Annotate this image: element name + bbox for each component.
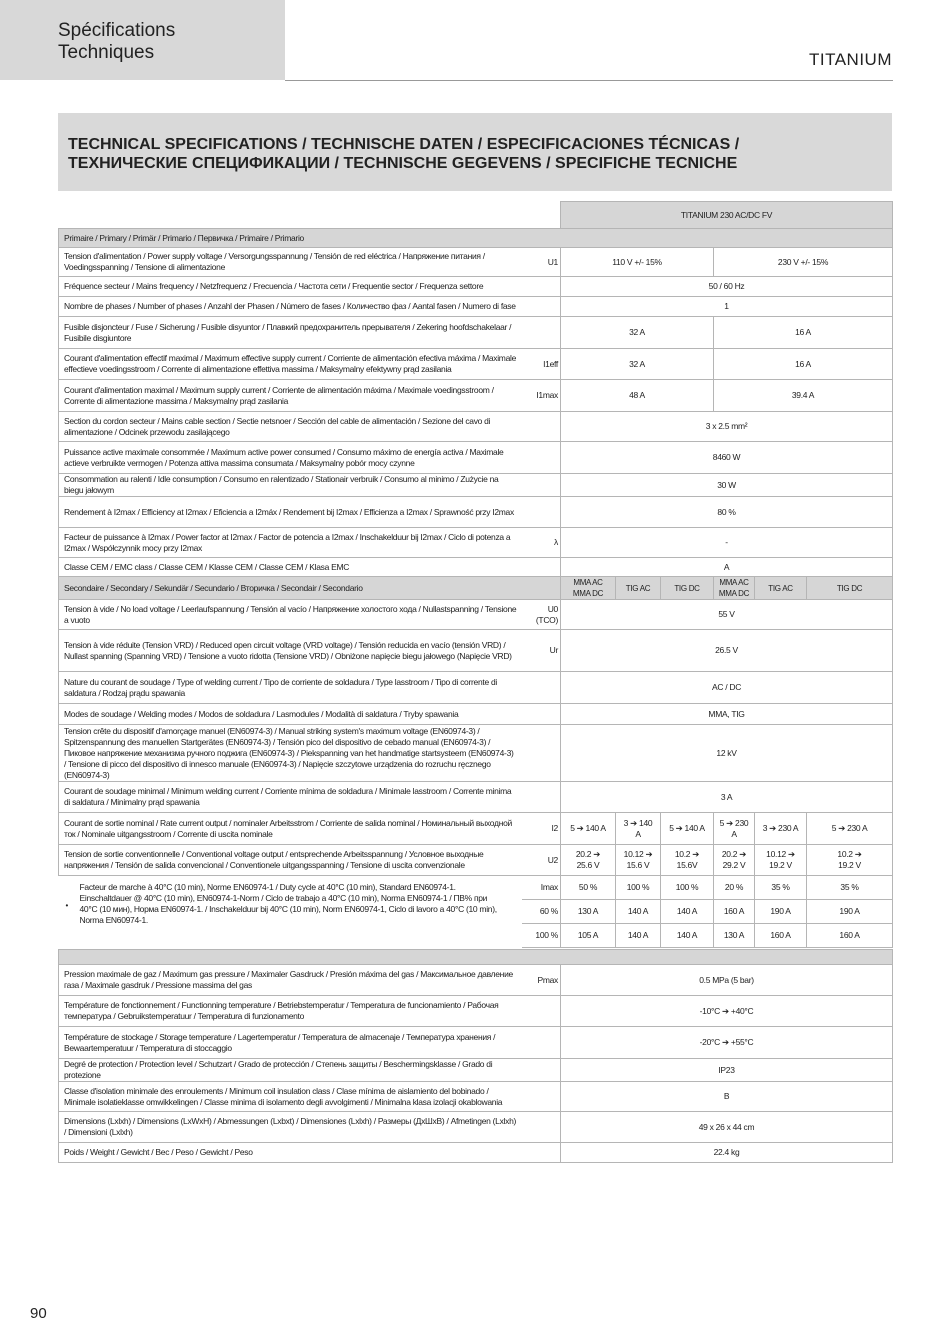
section-title-line2: Techniques [58, 42, 155, 63]
spec-label: Section du cordon secteur / Mains cable section / Sectie netsnoer / Sección del cable de alimentación / Sezione del cavo di alimentazione / Odcinek przewodu zasilającego [59, 412, 522, 442]
duty-cycle-value: 160 A [755, 924, 807, 948]
spec-label: Température de fonctionnement / Functionning temperature / Betriebstemperatur / Temperatura de funcionamiento / Рабочая температура / Gebruikstemperatuur / Temperatura di funzionamento [59, 996, 522, 1027]
page-number: 90 [30, 1305, 47, 1322]
spec-value-110v: 32 A [561, 317, 714, 349]
table-row [59, 1143, 893, 1163]
process-value: 5 ➔ 140 A [561, 813, 616, 845]
spec-symbol: I2 [522, 813, 561, 845]
table-row [59, 672, 893, 704]
spec-value: 80 % [561, 497, 893, 528]
spec-value-110v: 48 A [561, 380, 714, 412]
process-header: TIG DC [661, 577, 714, 600]
spec-value-110v: 110 V +/- 15% [561, 248, 714, 277]
spec-symbol [522, 725, 561, 782]
spec-label: Modes de soudage / Welding modes / Modos de soldadura / Lasmodules / Modalità di saldatura / Tryby spawania [59, 704, 522, 725]
spec-symbol: Ur [522, 630, 561, 672]
spec-label: Tension de sortie conventionnelle / Conventional voltage output / entsprechende Arbeitsspannung / Условное выходные напряжения / Tensión de salida convencional / Conventionele uitgangsspanning / Tensione di uscita convenzionale [59, 845, 522, 876]
duty-cycle-note-text: Facteur de marche à 40°C (10 min), Norme EN60974-1 / Duty cycle at 40°C (10 min), Standard EN60974-1. Einschaltdauer @ 40°C (10 min), EN60974-1-Norm / Ciclo de trabajo a 40°C (10 min), Norma EN60974-1 / ПВ% при 40°C (10 мин), Норма EN60974-1. / Inschakelduur bij 40°C (10 min), Norm EN60974-1, Ciclo di lavoro a 40°C (10 min), Norma EN60974-1. [79, 882, 497, 925]
process-value: 10.2 ➔ 19.2 V [807, 845, 893, 876]
spec-value: 0.5 MPa (5 bar) [561, 965, 893, 996]
spec-symbol [522, 412, 561, 442]
table-row [59, 630, 893, 672]
spec-label: Fusible disjoncteur / Fuse / Sicherung / Fusible disyuntor / Плавкий предохранитель прерывателя / Zekering hoofdschakelaar / Fusibile disgiuntore [59, 317, 522, 349]
spec-symbol [522, 672, 561, 704]
table-row [59, 277, 893, 297]
duty-cycle-note [59, 876, 522, 948]
duty-cycle-value: 50 % [561, 876, 616, 900]
spec-label: Consommation au ralenti / Idle consumption / Consumo en ralentizado / Stationair verbruik / Consumo al minimo / Zużycie na biegu jałowym [59, 474, 522, 497]
spec-value: 12 kV [561, 725, 893, 782]
product-model: TITANIUM [808, 50, 892, 69]
duty-cycle-value: 160 A [807, 924, 893, 948]
spec-label: Poids / Weight / Gewicht / Bec / Peso / Gewicht / Peso [59, 1143, 522, 1163]
table-row [59, 317, 893, 349]
process-value: 20.2 ➔ 25.6 V [561, 845, 616, 876]
duty-cycle-label: 60 % [522, 900, 561, 924]
table-row [59, 1082, 893, 1112]
spec-value: 8460 W [561, 442, 893, 474]
general-section-band [59, 950, 893, 965]
duty-cycle-value: 100 % [661, 876, 714, 900]
duty-cycle-value: 160 A [714, 900, 755, 924]
spec-symbol [522, 442, 561, 474]
duty-cycle-value: 100 % [616, 876, 661, 900]
spec-symbol [522, 497, 561, 528]
process-value: 5 ➔ 230 A [714, 813, 755, 845]
spec-symbol: I1max [522, 380, 561, 412]
table-row [59, 412, 893, 442]
spec-label: Courant d'alimentation effectif maximal / Maximum effective supply current / Corriente de alimentación efectiva máxima / Maximale effectieve voedingsstroom / Corrente di alimentazione effettiva massima / Maksymalny efektywny prąd zasilania [59, 349, 522, 380]
spec-label: Degré de protection / Protection level / Schutzart / Grado de protección / Степень защиты / Beschermingsklasse / Grado di protezione [59, 1059, 522, 1082]
spec-label: Tension à vide réduite (Tension VRD) / Reduced open circuit voltage (VRD voltage) / Tensión reducida en vacío (tensión VRD) / Nullast spanning (Spanning VRD) / Tensione a vuoto ridotta (Tensione VRD) / Obniżone napięcie biegu jałowego (Napięcie VRD) [59, 630, 522, 672]
duty-cycle-value: 190 A [755, 900, 807, 924]
spec-label: Pression maximale de gaz / Maximum gas pressure / Maximaler Gasdruck / Presión máxima del gas / Максимальное давление газа / Maximale gasdruk / Pressione massima del gas [59, 965, 522, 996]
duty-cycle-value: 190 A [807, 900, 893, 924]
spec-value: 22.4 kg [561, 1143, 893, 1163]
duty-cycle-value: 105 A [561, 924, 616, 948]
process-value: 10.12 ➔ 15.6 V [616, 845, 661, 876]
table-row [59, 1112, 893, 1143]
spec-value-110v: 32 A [561, 349, 714, 380]
duty-cycle-note-content [64, 882, 517, 926]
table-row [59, 229, 893, 248]
specifications-table-general [58, 949, 893, 1163]
section-title [58, 20, 175, 64]
spec-symbol: I1eff [522, 349, 561, 380]
spec-symbol [522, 317, 561, 349]
duty-cycle-value: 140 A [616, 900, 661, 924]
process-value: 3 ➔ 140 A [616, 813, 661, 845]
model-header: TITANIUM 230 AC/DC FV [561, 202, 893, 229]
spec-symbol: λ [522, 528, 561, 558]
table-row [59, 725, 893, 782]
secondary-section-header: Secondaire / Secondary / Sekundär / Secundario / Вторичка / Secondair / Secondario [59, 577, 561, 600]
spec-value-230v: 230 V +/- 15% [714, 248, 893, 277]
spec-symbol [522, 558, 561, 577]
spec-label: Nature du courant de soudage / Type of welding current / Tipo de corriente de soldadura / Type lasstroom / Tipo di corrente di saldatura / Rodzaj prądu spawania [59, 672, 522, 704]
spec-symbol [522, 1143, 561, 1163]
table-row [59, 297, 893, 317]
table-row [59, 600, 893, 630]
spec-value: 3 x 2.5 mm² [561, 412, 893, 442]
table-row [59, 876, 893, 900]
process-value: 20.2 ➔ 29.2 V [714, 845, 755, 876]
process-header: TIG DC [807, 577, 893, 600]
process-header: MMA AC MMA DC [714, 577, 755, 600]
duty-cycle-value: 140 A [616, 924, 661, 948]
process-header: TIG AC [755, 577, 807, 600]
duty-cycle-value: 35 % [755, 876, 807, 900]
spec-value-230v: 16 A [714, 317, 893, 349]
spec-symbol [522, 1112, 561, 1143]
duty-cycle-label: Imax [522, 876, 561, 900]
spec-symbol [522, 1027, 561, 1059]
spec-symbol: U0 (TCO) [522, 600, 561, 630]
spec-value: 30 W [561, 474, 893, 497]
table-row [59, 965, 893, 996]
spec-label: Courant d'alimentation maximal / Maximum supply current / Corriente de alimentación máxima / Maximale voedingsstroom / Corrente di alimentazione massima / Maksymalny prąd zasilania [59, 380, 522, 412]
duty-cycle-value: 140 A [661, 900, 714, 924]
spec-label: Tension crête du dispositif d'amorçage manuel (EN60974-3) / Manual striking system's maximum voltage (EN60974-3) / Spitzenspannung des manuellen Startgerätes (EN60974-3) / Tensión pico del dispositivo de cebado manual (EN60974-3) / Пиковое напряжение механизма ручного поджига (EN60974-3) / Piekspanning van het handmatige startsysteem (EN60974-3) / Tensione di picco del dispositivo di innesco manuale (EN60974-3) / Napięcie szczytowe urządzenia do rozruchu ręcznego (EN60974-3) [59, 725, 522, 782]
process-value: 3 ➔ 230 A [755, 813, 807, 845]
table-row [59, 442, 893, 474]
table-row [59, 950, 893, 965]
process-value: 10.12 ➔ 19.2 V [755, 845, 807, 876]
spec-symbol [522, 277, 561, 297]
spec-label: Tension à vide / No load voltage / Leerlaufspannung / Tensión al vacío / Напряжение холостого хода / Nullastspanning / Tensione a vuoto [59, 600, 522, 630]
table-row [59, 558, 893, 577]
table-row [59, 380, 893, 412]
spec-label: Courant de soudage minimal / Minimum welding current / Corriente mínima de soldadura / Minimale lasstroom / Corrente minima di saldatura / Minimalny prąd spawania [59, 782, 522, 813]
spec-label: Courant de sortie nominal / Rate current output / nominaler Arbeitsstrom / Corriente de salida nominal / Номинальный выходной ток / Nominale uitgangsstroom / Corrente di uscita nominale [59, 813, 522, 845]
spec-value-230v: 39.4 A [714, 380, 893, 412]
process-value: 10.2 ➔ 15.6V [661, 845, 714, 876]
spec-symbol [522, 782, 561, 813]
spec-symbol [522, 1059, 561, 1082]
spec-symbol [522, 474, 561, 497]
spec-label: Tension d'alimentation / Power supply voltage / Versorgungsspannung / Tensión de red eléctrica / Напряжение питания / Voedingsspanning / Tensione di alimentazione [59, 248, 522, 277]
section-title-line1: Spécifications [58, 20, 176, 41]
table-row [59, 996, 893, 1027]
spec-value: A [561, 558, 893, 577]
duty-cycle-label: 100 % [522, 924, 561, 948]
table-row [59, 497, 893, 528]
table-row [59, 202, 893, 229]
spec-label: Fréquence secteur / Mains frequency / Netzfrequenz / Frecuencia / Частота сети / Frequentie sector / Frequenza settore [59, 277, 522, 297]
spec-symbol [522, 996, 561, 1027]
table-row [59, 782, 893, 813]
duty-cycle-value: 140 A [661, 924, 714, 948]
process-value: 5 ➔ 230 A [807, 813, 893, 845]
table-row [59, 577, 893, 600]
duty-cycle-value: 35 % [807, 876, 893, 900]
process-value: 5 ➔ 140 A [661, 813, 714, 845]
spec-label: Température de stockage / Storage temperature / Lagertemperatur / Temperatura de almacenaje / Температура хранения / Bewaartemperatuur / Temperatura di stoccaggio [59, 1027, 522, 1059]
table-row [59, 1059, 893, 1082]
spec-label: Facteur de puissance à I2max / Power factor at I2max / Factor de potencia a I2max / Inschakelduur bij I2max / Ciclo di potenza a I2max / Współczynnik mocy przy I2max [59, 528, 522, 558]
table-row [59, 474, 893, 497]
spec-value: IP23 [561, 1059, 893, 1082]
spec-label: Nombre de phases / Number of phases / Anzahl der Phasen / Número de fases / Количество фаз / Aantal fasen / Numero di fase [59, 297, 522, 317]
spec-symbol [522, 704, 561, 725]
spec-value: B [561, 1082, 893, 1112]
banner-line1: TECHNICAL SPECIFICATIONS / TECHNISCHE DATEN / ESPECIFICACIONES TÉCNICAS / [68, 136, 740, 153]
spec-label: Classe CEM / EMC class / Classe CEM / Klasse CEM / Classe CEM / Klasa EMC [59, 558, 522, 577]
specifications-banner [58, 113, 892, 191]
spec-value: -20°C ➔ +55°C [561, 1027, 893, 1059]
duty-cycle-value: 130 A [561, 900, 616, 924]
specifications-table-primary-secondary [58, 201, 893, 948]
spec-value: 55 V [561, 600, 893, 630]
spec-value: - [561, 528, 893, 558]
spec-value: AC / DC [561, 672, 893, 704]
process-header: TIG AC [616, 577, 661, 600]
spec-value: 50 / 60 Hz [561, 277, 893, 297]
spec-symbol: U1 [522, 248, 561, 277]
spec-label: Dimensions (Lxlxh) / Dimensions (LxWxH) / Abmessungen (Lxbxt) / Dimensiones (Lxlxh) / Размеры (ДхШхВ) / Afmetingen (Lxlxh) / Dimensioni (Lxlxh) [59, 1112, 522, 1143]
spec-symbol [522, 297, 561, 317]
spec-symbol: U2 [522, 845, 561, 876]
table-row [59, 704, 893, 725]
empty-corner [59, 202, 561, 229]
banner-line2: ТЕХНИЧЕСКИЕ СПЕЦИФИКАЦИИ / TECHNISCHE GEGEVENS / SPECIFICHE TECNICHE [68, 155, 738, 172]
table-row [59, 1027, 893, 1059]
spec-label: Puissance active maximale consommée / Maximum active power consumed / Consumo máximo de energía activa / Maximale actieve verbruikte vermogen / Potenza attiva massima consumata / Maksymalny pobór mocy czynne [59, 442, 522, 474]
header-rule [285, 80, 893, 81]
table-row [59, 349, 893, 380]
table-row [59, 248, 893, 277]
bullet-icon: • [65, 901, 69, 910]
spec-value: 3 A [561, 782, 893, 813]
duty-cycle-value: 130 A [714, 924, 755, 948]
spec-value: -10°C ➔ +40°C [561, 996, 893, 1027]
spec-value: 1 [561, 297, 893, 317]
process-header: MMA AC MMA DC [561, 577, 616, 600]
primary-section-header: Primaire / Primary / Primär / Primario / Первичка / Primaire / Primario [59, 229, 893, 248]
spec-label: Classe d'isolation minimale des enroulements / Minimum coil insulation class / Clase mínima de aislamiento del bobinado / Minimale isolatieklasse omwikkelingen / Classe minima di isolamento degli avvolgimenti / Minimalna klasa izolacji okablowania [59, 1082, 522, 1112]
spec-value: 26.5 V [561, 630, 893, 672]
spec-value: 49 x 26 x 44 cm [561, 1112, 893, 1143]
table-row [59, 528, 893, 558]
spec-value-230v: 16 A [714, 349, 893, 380]
table-row [59, 845, 893, 876]
spec-symbol [522, 1082, 561, 1112]
table-row [59, 813, 893, 845]
spec-label: Rendement à I2max / Efficiency at I2max / Eficiencia a I2máx / Rendement bij I2max / Efficienza a I2max / Sprawność przy I2max [59, 497, 522, 528]
duty-cycle-value: 20 % [714, 876, 755, 900]
spec-value: MMA, TIG [561, 704, 893, 725]
spec-symbol: Pmax [522, 965, 561, 996]
